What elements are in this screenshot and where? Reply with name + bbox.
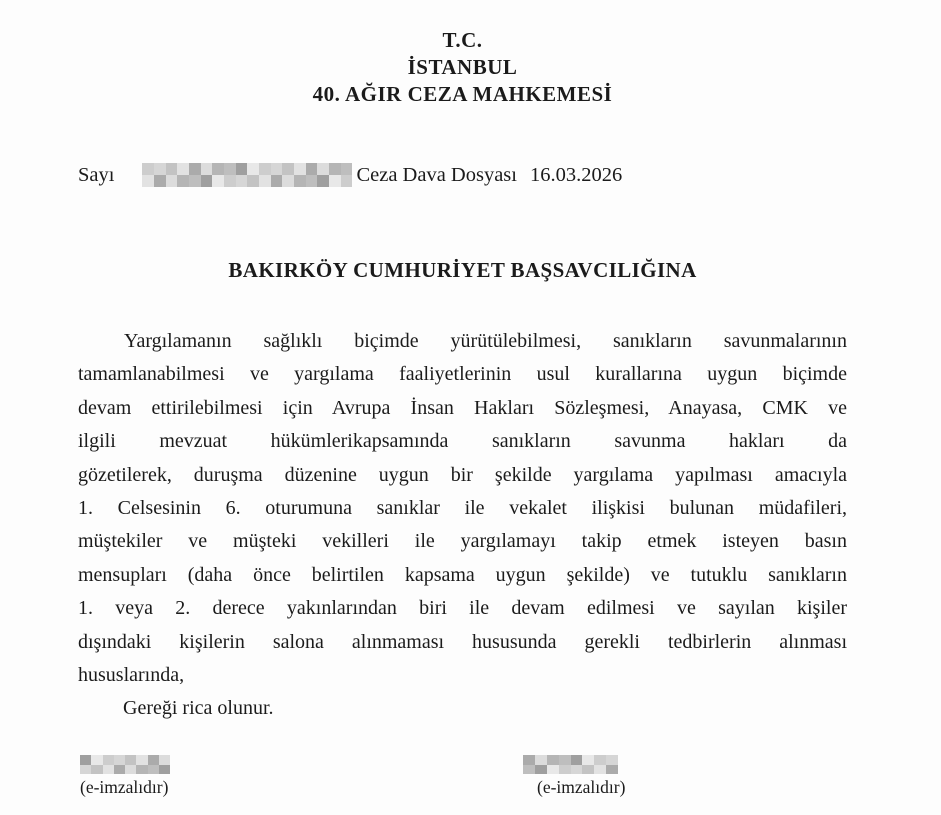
redacted-case-number xyxy=(142,163,352,187)
body-line: 1. Celsesinin 6. oturumuna sanıklar ile vekalet ilişkisi bulunan müdafileri, xyxy=(78,497,847,520)
esignature-label: (e-imzalıdır) xyxy=(80,777,169,797)
republic-abbreviation: T.C. xyxy=(442,28,483,52)
esignature-label: (e-imzalıdır) xyxy=(537,777,626,797)
signature-block xyxy=(80,755,170,797)
reference-label: Sayı xyxy=(78,163,115,186)
document-type: Ceza Dava Dosyası xyxy=(356,163,517,186)
document-date: 16.03.2026 xyxy=(529,163,623,186)
document-body xyxy=(78,325,847,726)
body-line: tamamlanabilmesi ve yargılama faaliyetlerinin usul kurallarına uygun biçimde xyxy=(78,363,847,386)
addressee-heading: BAKIRKÖY CUMHURİYET BAŞSAVCILIĞINA xyxy=(228,258,697,282)
document-letterhead xyxy=(78,27,847,108)
reference-line xyxy=(78,162,847,188)
body-line: Yargılamanın sağlıklı biçimde yürütülebilmesi, sanıkların savunmalarının xyxy=(124,330,847,352)
body-line: hususlarında, xyxy=(78,664,185,687)
body-line: dışındaki kişilerin salona alınmaması hususunda gerekli tedbirlerin alınması xyxy=(78,630,847,653)
court-city: İSTANBUL xyxy=(407,55,518,79)
signature-block xyxy=(523,755,625,797)
body-line: 1. veya 2. derece yakınlarından biri ile devam edilmesi ve sayılan kişiler xyxy=(78,597,847,620)
court-name: 40. AĞIR CEZA MAHKEMESİ xyxy=(312,82,613,106)
closing-line: Gereği rica olunur. xyxy=(123,697,274,720)
body-line: mensupları (daha önce belirtilen kapsama uygun şekilde) ve tutuklu sanıkların xyxy=(78,563,847,586)
body-line: devam ettirilebilmesi için Avrupa İnsan Hakları Sözleşmesi, Anayasa, CMK ve xyxy=(78,396,847,419)
body-line: müştekiler ve müşteki vekilleri ile yargılamayı takip etmek isteyen basın xyxy=(78,530,847,553)
body-line: ilgili mevzuat hükümlerikapsamında sanıkların savunma hakları da xyxy=(78,430,847,453)
redacted-signature-name xyxy=(523,755,618,774)
redacted-signature-name xyxy=(80,755,170,774)
body-line: gözetilerek, duruşma düzenine uygun bir şekilde yargılama yapılması amacıyla xyxy=(78,463,847,486)
document-content xyxy=(78,0,847,815)
